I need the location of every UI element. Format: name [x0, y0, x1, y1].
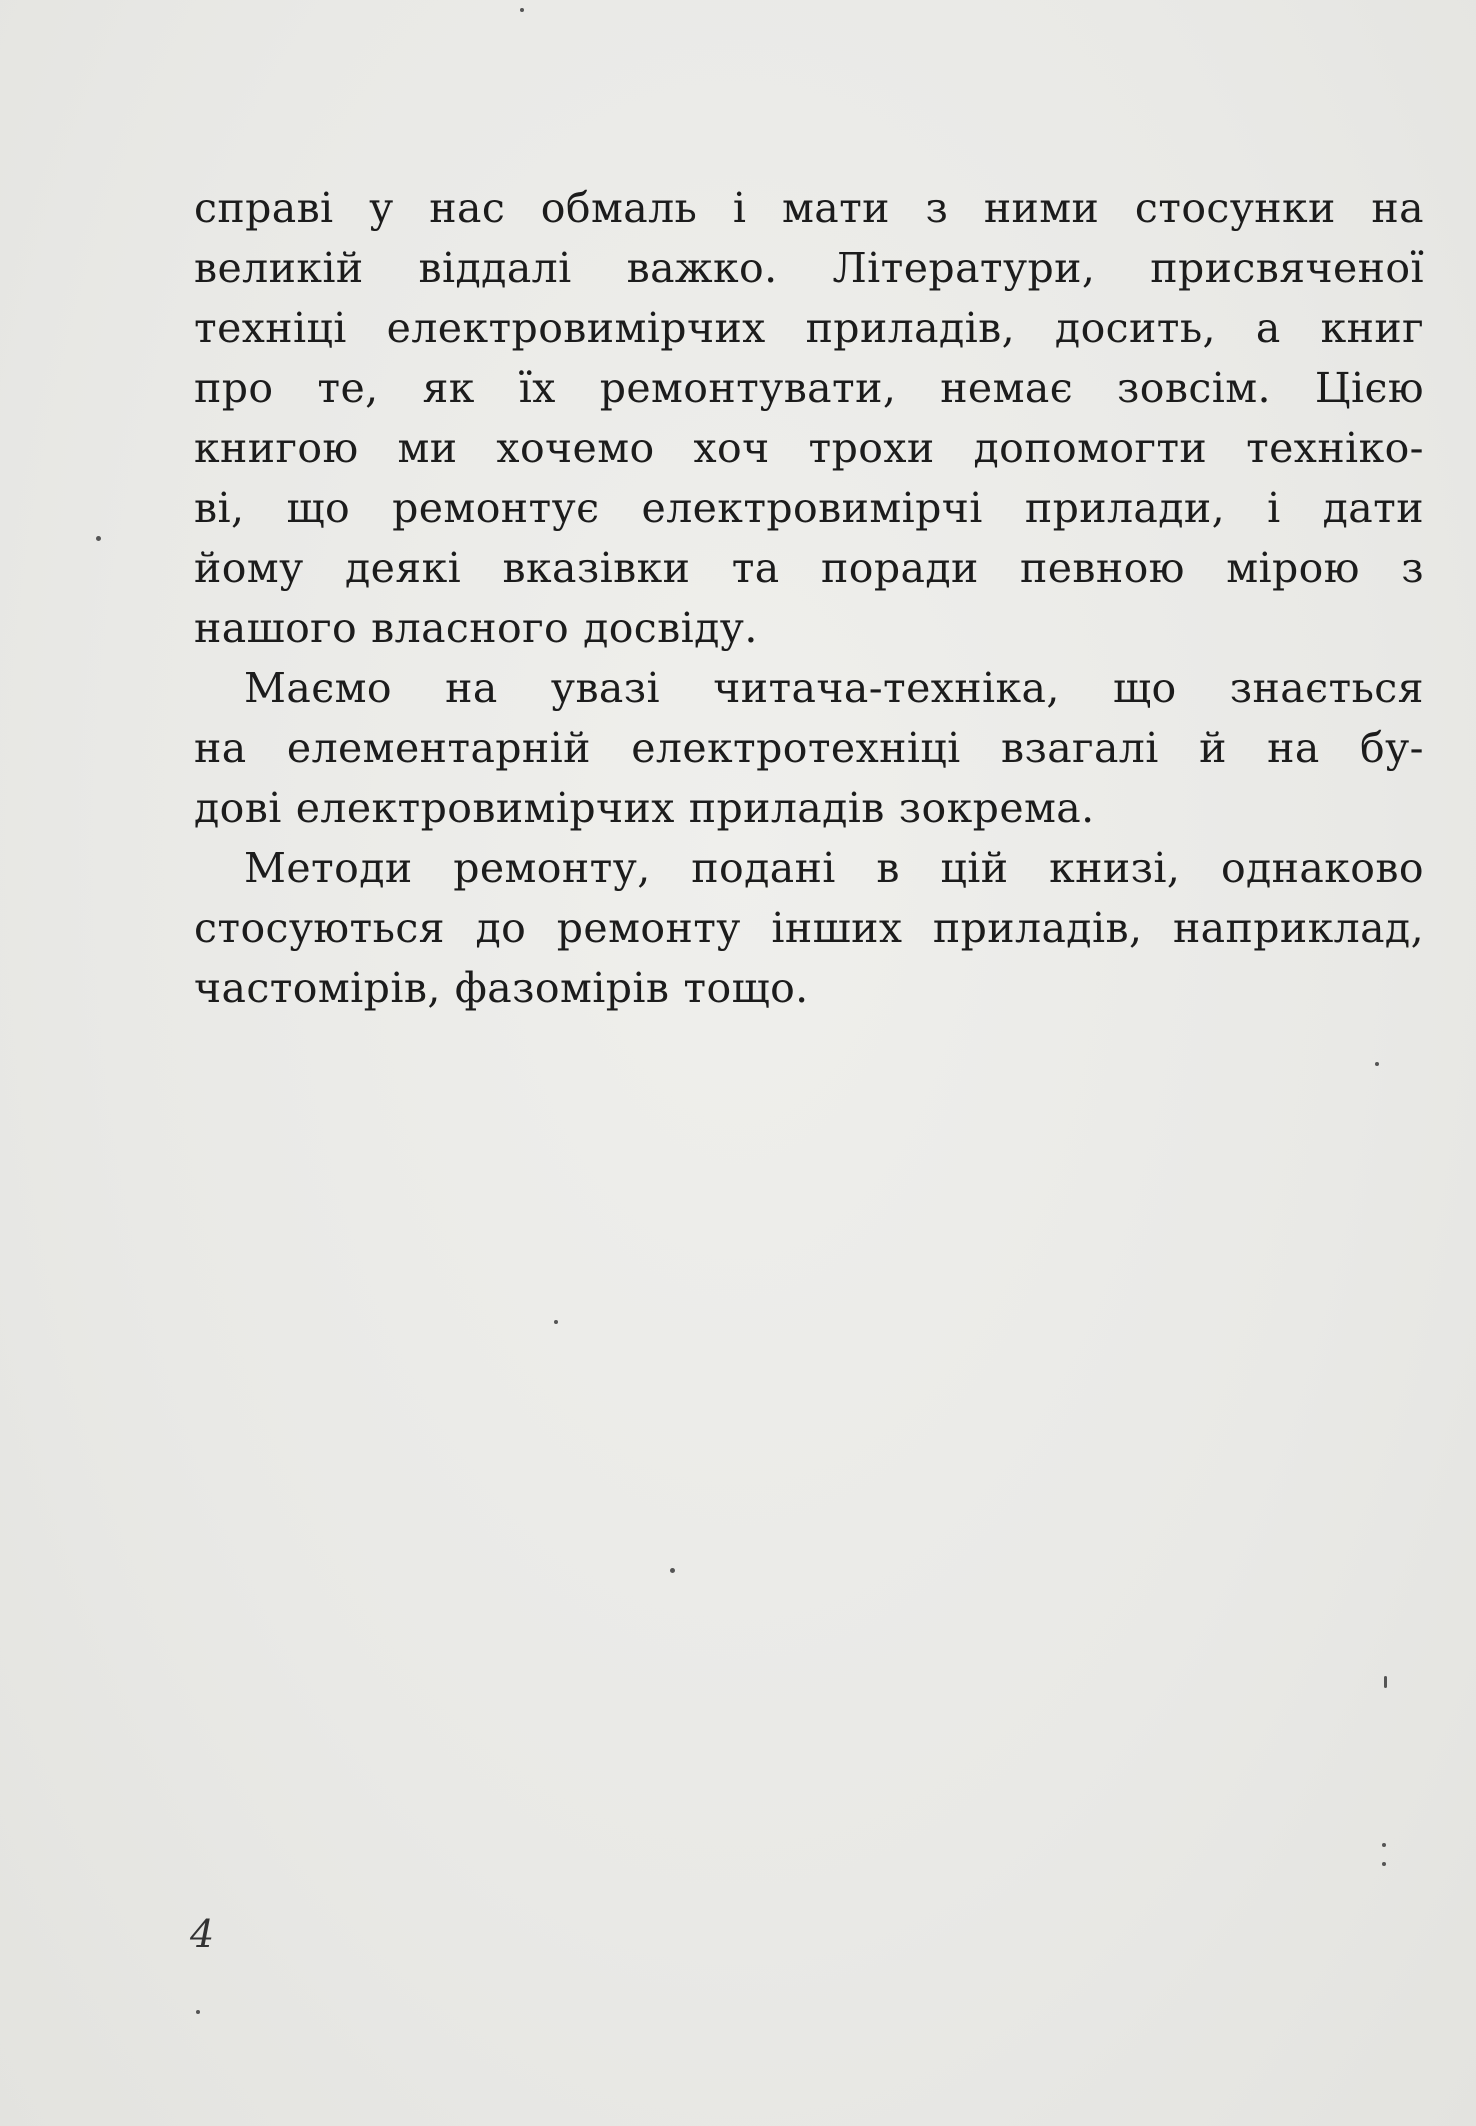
word: великій	[194, 244, 364, 292]
word: фазомірів	[454, 964, 670, 1012]
word: техніці	[194, 304, 347, 352]
word: йому	[194, 544, 304, 592]
text-line	[194, 418, 1424, 478]
word: мірою	[1226, 544, 1360, 592]
word: стосунки	[1134, 184, 1336, 232]
word: ві,	[194, 484, 245, 532]
word: дові	[194, 784, 282, 832]
word: наприклад,	[1172, 904, 1424, 952]
text-line	[194, 958, 1424, 1018]
word: ними	[983, 184, 1100, 232]
word: що	[1113, 664, 1177, 712]
word: вказівки	[502, 544, 691, 592]
text-line	[194, 538, 1424, 598]
word: нас	[429, 184, 506, 232]
word: увазі	[550, 664, 661, 712]
word: досвіду.	[583, 604, 758, 652]
word: знається	[1229, 664, 1424, 712]
word: Методи	[244, 844, 413, 892]
word: на	[194, 724, 247, 772]
scan-speck	[554, 1320, 558, 1324]
word: хоч	[693, 424, 770, 472]
word: ремонтує	[392, 484, 600, 532]
word: ремонту	[556, 904, 741, 952]
word: стосуються	[194, 904, 445, 952]
word: віддалі	[418, 244, 572, 292]
word: власного	[371, 604, 570, 652]
scan-speck	[1384, 1676, 1387, 1688]
word: до	[475, 904, 527, 952]
word: та	[731, 544, 780, 592]
word: хочемо	[496, 424, 655, 472]
word: приладів,	[805, 304, 1016, 352]
word: частомірів,	[194, 964, 441, 1012]
word: допомогти	[973, 424, 1208, 472]
word: про	[194, 364, 274, 412]
scan-speck	[196, 2010, 200, 2014]
word: зовсім.	[1117, 364, 1271, 412]
word: ремонтувати,	[599, 364, 897, 412]
body-text	[194, 178, 1424, 1018]
text-line	[194, 238, 1424, 298]
text-line	[194, 298, 1424, 358]
word: те,	[317, 364, 379, 412]
text-line	[194, 598, 1424, 658]
word: деякі	[345, 544, 462, 592]
word: поради	[821, 544, 979, 592]
word: електровимірчих	[386, 304, 766, 352]
word: читача-техніка,	[713, 664, 1060, 712]
word: книзі,	[1049, 844, 1181, 892]
text-line	[194, 898, 1424, 958]
word: однаково	[1220, 844, 1424, 892]
word: на	[445, 664, 498, 712]
word: Літератури,	[832, 244, 1096, 292]
word: книг	[1320, 304, 1424, 352]
word: тощо.	[683, 964, 809, 1012]
word: взагалі	[1000, 724, 1159, 772]
scan-speck	[670, 1568, 675, 1573]
word: ми	[397, 424, 458, 472]
word: прилади,	[1024, 484, 1226, 532]
word: у	[369, 184, 394, 232]
page-number: 4	[190, 1912, 215, 1956]
word: присвяченої	[1150, 244, 1424, 292]
word: в	[876, 844, 900, 892]
word: подані	[691, 844, 836, 892]
word: їх	[518, 364, 556, 412]
text-line	[194, 178, 1424, 238]
text-line	[194, 358, 1424, 418]
text-line	[194, 778, 1424, 838]
word: як	[422, 364, 475, 412]
scan-speck	[520, 8, 524, 12]
word: що	[286, 484, 351, 532]
word: і	[1267, 484, 1281, 532]
scan-speck	[96, 536, 101, 541]
word: з	[1401, 544, 1424, 592]
word: трохи	[808, 424, 935, 472]
word: мати	[781, 184, 890, 232]
word: й	[1199, 724, 1227, 772]
text-line	[194, 478, 1424, 538]
word: і	[732, 184, 747, 232]
word: приладів	[688, 784, 885, 832]
word: елементарній	[286, 724, 591, 772]
word: електротехніці	[631, 724, 961, 772]
word: приладів,	[932, 904, 1143, 952]
word: Цією	[1314, 364, 1424, 412]
word: з	[925, 184, 949, 232]
word: певною	[1020, 544, 1185, 592]
scan-speck	[1382, 1862, 1386, 1866]
word: бу-	[1360, 724, 1424, 772]
word: нашого	[194, 604, 358, 652]
word: електровимірчих	[295, 784, 675, 832]
text-line	[194, 838, 1424, 898]
word: книгою	[194, 424, 359, 472]
text-line	[194, 718, 1424, 778]
word: інших	[771, 904, 903, 952]
word: а	[1255, 304, 1281, 352]
word: на	[1371, 184, 1424, 232]
word: електровимірчі	[641, 484, 983, 532]
word: досить,	[1054, 304, 1216, 352]
word: дати	[1322, 484, 1424, 532]
word: техніко-	[1246, 424, 1424, 472]
scan-speck	[1375, 1062, 1379, 1066]
text-line	[194, 658, 1424, 718]
word: зокрема.	[898, 784, 1095, 832]
word: ремонту,	[453, 844, 651, 892]
word: важко.	[626, 244, 778, 292]
scan-speck	[1382, 1843, 1386, 1847]
word: немає	[940, 364, 1074, 412]
word: справі	[194, 184, 334, 232]
word: на	[1267, 724, 1320, 772]
word: цій	[940, 844, 1009, 892]
word: обмаль	[540, 184, 698, 232]
word: Маємо	[244, 664, 392, 712]
